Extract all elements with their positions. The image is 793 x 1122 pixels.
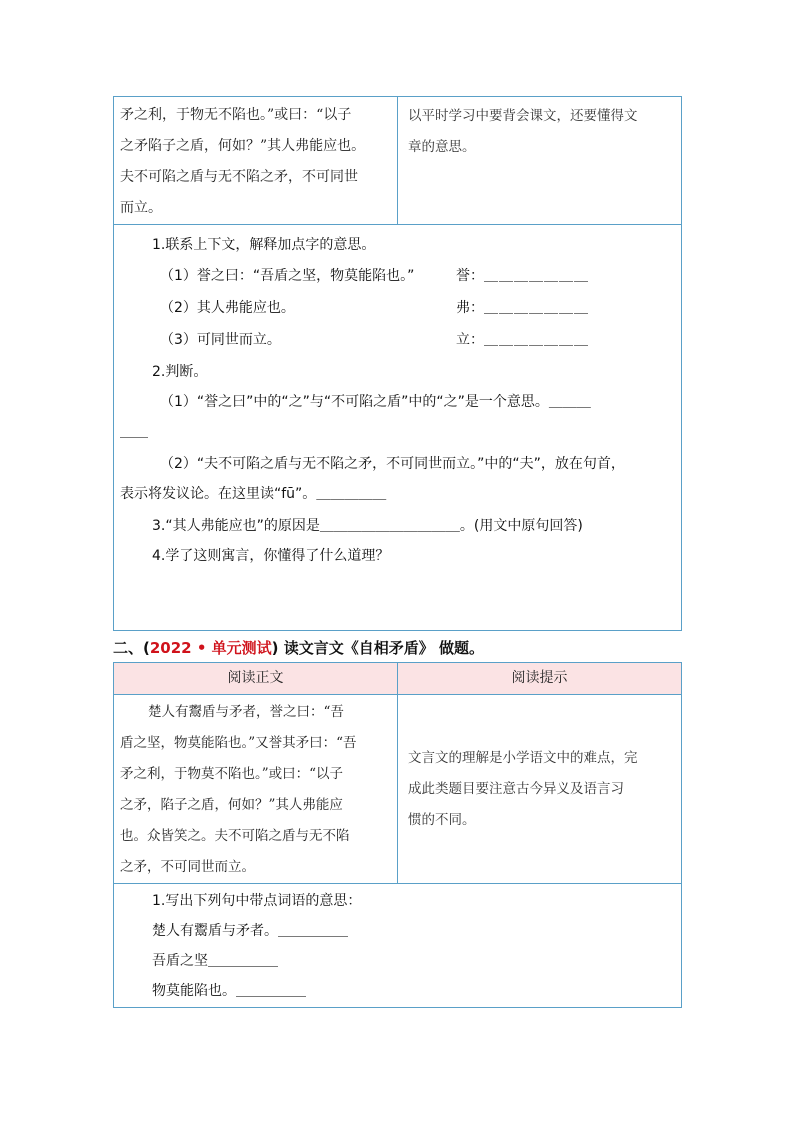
passage-line: 之矛陷子之盾，何如？”其人弗能应也。 (120, 138, 366, 154)
tip-line: 文言文的理解是小学语文中的难点，完 (408, 749, 638, 766)
passage-line: 楚人有鬻盾与矛者，誉之曰：“吾 (148, 704, 344, 720)
tip-line: 章的意思。 (408, 139, 476, 155)
tip-cell (398, 97, 682, 225)
source-label: 2022 • 单元测试 (149, 639, 272, 657)
answer-blank[interactable]: ＿＿＿＿＿＿＿ (484, 268, 589, 284)
passage-line: 盾之坚，物莫能陷也。”又誉其矛曰：“吾 (120, 735, 357, 751)
questions-cell (114, 225, 682, 631)
section-2-heading: 二、(2022 • 单元测试) 读文言文《自相矛盾》 做题。 (113, 639, 484, 657)
answer-blank[interactable]: ＿＿＿＿＿＿＿ (484, 300, 589, 316)
question-3: 3.“其人弗能应也”的原因是＿＿＿＿＿＿＿＿＿＿。(用文中原句回答) (152, 518, 583, 534)
question-1-item-1: （1）誉之曰：“吾盾之坚，物莫能陷也。” (160, 268, 415, 284)
questions-cell (114, 884, 682, 1008)
question-1-item-3: （3）可同世而立。 (160, 332, 281, 348)
question-4: 4.学了这则寓言，你懂得了什么道理？ (152, 548, 390, 564)
question-1-item-2: 吾盾之坚＿＿＿＿＿ (152, 953, 278, 969)
answer-blank[interactable]: ＿＿＿＿＿＿＿ (484, 332, 589, 348)
question-1-item-2: （2）其人弗能应也。 (160, 300, 295, 316)
tip-cell (398, 695, 682, 884)
passage-line: 之矛，陷子之盾，何如？”其人弗能应 (120, 797, 343, 813)
header-reading-text: 阅读正文 (114, 663, 398, 695)
question-1-item-1: 楚人有鬻盾与矛者。＿＿＿＿＿ (152, 923, 348, 939)
tip-line: 成此类题目要注意古今异义及语言习 (408, 780, 624, 797)
passage-line: 也。众皆笑之。夫不可陷之盾与无不陷 (120, 828, 350, 844)
question-1: 1.联系上下文，解释加点字的意思。 (152, 237, 376, 253)
tip-line: 惯的不同。 (408, 811, 476, 828)
question-2-2-line-2: 表示将发议论。在这里读“fū”。＿＿＿＿＿ (120, 486, 387, 502)
question-1: 1.写出下列句中带点词语的意思： (152, 893, 362, 909)
passage-line: 夫不可陷之盾与无不陷之矛，不可同世 (120, 169, 358, 185)
reading-table-1 (113, 96, 682, 631)
passage-cell (114, 97, 398, 225)
header-reading-tips: 阅读提示 (398, 663, 682, 695)
passage-cell (114, 695, 398, 884)
reading-table-2 (113, 662, 682, 1008)
passage-line: 矛之利，于物莫不陷也。”或曰：“以子 (120, 766, 344, 782)
question-2-2-line-1: （2）“夫不可陷之盾与无不陷之矛，不可同世而立。”中的“夫”，放在句首， (160, 456, 625, 472)
answer-slot-1: 誉：＿＿＿＿＿＿＿ (456, 268, 589, 284)
question-1-item-3: 物莫能陷也。＿＿＿＿＿ (152, 983, 306, 999)
passage-line: 矛之利，于物无不陷也。”或曰：“以子 (120, 107, 352, 123)
passage-line: 而立。 (120, 200, 162, 216)
answer-slot-3: 立：＿＿＿＿＿＿＿ (456, 332, 589, 348)
answer-slot-2: 弗：＿＿＿＿＿＿＿ (456, 300, 589, 316)
question-2: 2.判断。 (152, 364, 208, 380)
question-2-1-line-2: ＿＿ (120, 424, 148, 440)
question-2-1-line-1: （1）“誉之曰”中的“之”与“不可陷之盾”中的“之”是一个意思。＿＿＿ (160, 394, 591, 410)
passage-line: 之矛，不可同世而立。 (120, 859, 255, 875)
tip-line: 以平时学习中要背会课文，还要懂得文 (408, 108, 638, 124)
